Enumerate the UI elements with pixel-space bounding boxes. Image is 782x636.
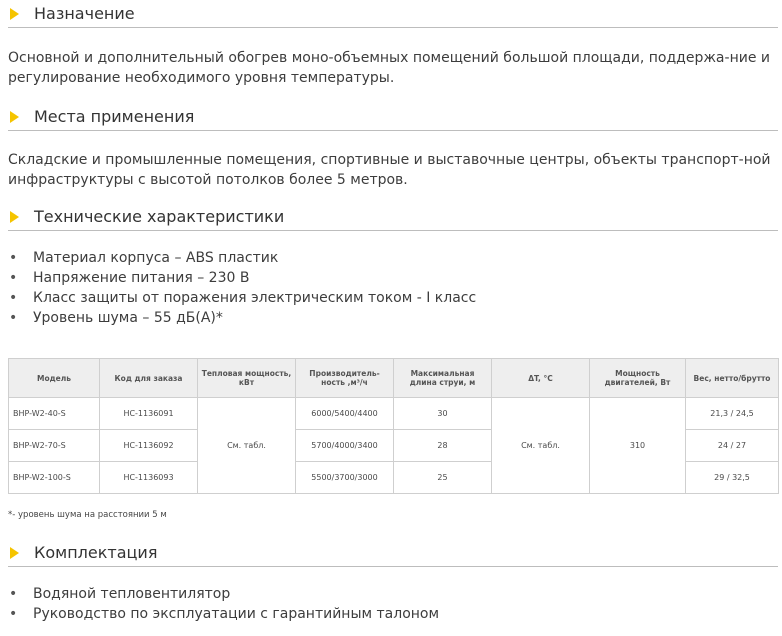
col-header-weight: Вес, нетто/брутто [686,359,779,398]
section-title-kit: Комплектация [34,543,158,562]
cell-airflow: 5500/3700/3000 [296,462,394,494]
bullet: • [9,586,18,602]
col-header-model: Модель [9,359,100,398]
spec-table [8,358,779,494]
triangle-arrow-icon [10,111,19,123]
col-header-delta-t: ΔT, °C [492,359,590,398]
section-title-purpose: Назначение [34,4,135,23]
bullet: • [9,310,18,326]
cell-model: BHP-W2-70-S [9,430,100,462]
bullet: • [9,606,18,622]
cell-airflow: 5700/4000/3400 [296,430,394,462]
section-header-kit [8,544,778,567]
list-item-text: Водяной тепловентилятор [33,586,231,602]
list-item [8,268,476,288]
cell-model: BHP-W2-40-S [9,398,100,430]
col-header-motor-power: Мощность двигателей, Вт [590,359,686,398]
cell-code: HC-1136092 [100,430,198,462]
bullet: • [9,250,18,266]
cell-code: HC-1136093 [100,462,198,494]
table-footnote: *- уровень шума на расстоянии 5 м [8,510,167,520]
cell-model: BHP-W2-100-S [9,462,100,494]
cell-weight: 21,3 / 24,5 [686,398,779,430]
bullet: • [9,290,18,306]
list-item [8,584,439,604]
cell-code: HC-1136091 [100,398,198,430]
col-header-code: Код для заказа [100,359,198,398]
cell-jet-length: 30 [394,398,492,430]
table-header-row [9,359,779,398]
section-title-application: Места применения [34,107,195,126]
purpose-text: Основной и дополнительный обогрев моно-объемных помещений большой площади, поддержа-ние и регулирование необходимого уровня температуры. [8,50,770,86]
kit-list [8,584,439,624]
cell-jet-length: 25 [394,462,492,494]
cell-jet-length: 28 [394,430,492,462]
cell-airflow: 6000/5400/4400 [296,398,394,430]
cell-motor-power: 310 [590,398,686,494]
list-item [8,604,439,624]
cell-delta-t: См. табл. [492,398,590,494]
triangle-arrow-icon [10,8,19,20]
list-item-text: Материал корпуса – ABS пластик [33,250,279,266]
triangle-arrow-icon [10,211,19,223]
bullet: • [9,270,18,286]
list-item-text: Руководство по эксплуатации с гарантийным талоном [33,606,440,622]
section-header-application [8,108,778,131]
table-row [9,398,779,430]
list-item-text: Уровень шума – 55 дБ(А)* [33,310,223,326]
application-text: Складские и промышленные помещения, спортивные и выставочные центры, объекты транспорт-ной инфраструктуры с высотой потолков более 5 метров. [8,152,771,188]
list-item-text: Класс защиты от поражения электрическим током - I класс [33,290,477,306]
list-item-text: Напряжение питания – 230 В [33,270,250,286]
cell-weight: 24 / 27 [686,430,779,462]
col-header-jet-length: Максимальная длина струи, м [394,359,492,398]
cell-weight: 29 / 32,5 [686,462,779,494]
list-item [8,308,476,328]
section-header-specs [8,208,778,231]
section-title-specs: Технические характеристики [34,207,285,226]
col-header-airflow: Производитель-ность ,м³/ч [296,359,394,398]
section-header-purpose [8,5,778,28]
list-item [8,288,476,308]
col-header-heat-power: Тепловая мощность, кВт [198,359,296,398]
list-item [8,248,476,268]
specs-list [8,248,476,328]
triangle-arrow-icon [10,547,19,559]
cell-heat-power: См. табл. [198,398,296,494]
